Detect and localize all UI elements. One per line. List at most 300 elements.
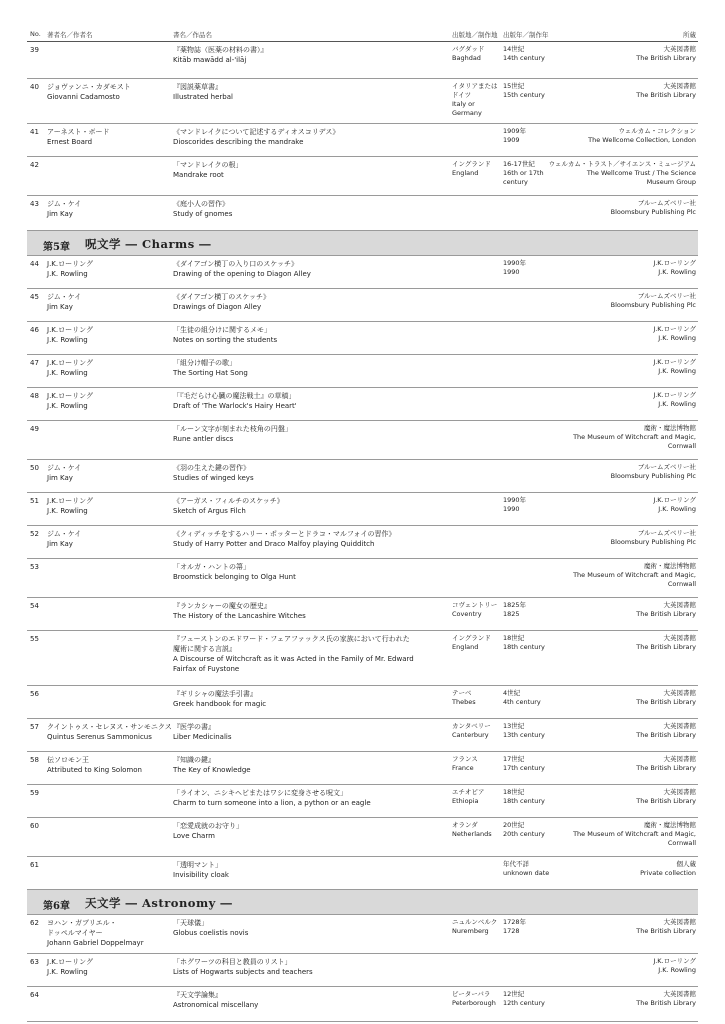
cell-author — [47, 755, 171, 775]
title-line: Fairfax of Fuystone — [173, 665, 240, 673]
place-line: Netherlands — [452, 830, 492, 838]
date-line: 12世紀 — [503, 990, 525, 998]
date-line: 20世紀 — [503, 821, 525, 829]
date-line: 1990 — [503, 505, 520, 513]
collection-line: The British Library — [636, 999, 696, 1007]
author-line: Attributed to King Solomon — [47, 766, 142, 774]
place-line: オランダ — [452, 821, 478, 829]
place-line: イングランド — [452, 634, 491, 642]
cell-title — [173, 160, 445, 180]
cell-title — [173, 990, 445, 1010]
cell-collection — [526, 860, 696, 878]
title-line: Mandrake root — [173, 171, 224, 179]
date-line: 14世紀 — [503, 45, 525, 53]
date-line: 12th century — [503, 999, 545, 1007]
item-number: 63 — [30, 958, 39, 966]
collection-line: Bloomsbury Publishing Plc — [610, 208, 696, 216]
cell-author — [47, 463, 171, 483]
item-number: 50 — [30, 464, 39, 472]
cell-collection — [526, 424, 696, 451]
cell-place — [452, 821, 504, 839]
author-line: ジム・ケイ — [47, 200, 82, 208]
title-line: Lists of Hogwarts subjects and teachers — [173, 968, 313, 976]
item-number: 46 — [30, 326, 39, 334]
table-row — [27, 631, 698, 686]
date-line: 1990年 — [503, 259, 527, 267]
table-row — [27, 79, 698, 124]
date-line: unknown date — [503, 869, 550, 877]
title-line: Study of Harry Potter and Draco Malfoy playing Quidditch — [173, 540, 375, 548]
title-line: 「ホグワーツの科目と教員のリスト」 — [173, 958, 292, 966]
cell-title — [173, 259, 445, 279]
title-line: Sketch of Argus Filch — [173, 507, 246, 515]
title-line: 『天文学論集』 — [173, 991, 222, 999]
cell-collection — [526, 722, 696, 740]
item-number: 43 — [30, 200, 39, 208]
collection-line: Museum Group — [646, 178, 696, 186]
table-row — [27, 42, 698, 79]
table-row — [27, 355, 698, 388]
item-number: 48 — [30, 392, 39, 400]
item-number: 49 — [30, 425, 39, 433]
cell-place — [452, 601, 504, 619]
title-line: The Key of Knowledge — [173, 766, 251, 774]
cell-author — [47, 292, 171, 312]
header-collection: 所蔵 — [683, 31, 696, 39]
title-line: The History of the Lancashire Witches — [173, 612, 306, 620]
collection-line: The British Library — [636, 610, 696, 618]
collection-line: 大英図書館 — [663, 755, 696, 763]
title-line: 「『毛だらけ心臓の魔法戦士』の草稿」 — [173, 392, 296, 400]
date-line: 1728年 — [503, 918, 527, 926]
place-line: Ethiopia — [452, 797, 479, 805]
author-line: Jim Kay — [47, 210, 73, 218]
collection-line: Bloomsbury Publishing Plc — [610, 301, 696, 309]
cell-collection — [526, 463, 696, 481]
cell-collection — [526, 562, 696, 589]
collection-line: ブルームズベリー社 — [637, 529, 696, 537]
cell-collection — [526, 634, 696, 652]
table-row — [27, 289, 698, 322]
catalogue-table — [27, 27, 698, 1022]
cell-title — [173, 957, 445, 977]
date-line: century — [503, 178, 528, 186]
cell-title — [173, 82, 445, 102]
title-line: 「恋愛成就のお守り」 — [173, 822, 243, 830]
collection-line: 大英図書館 — [663, 918, 696, 926]
cell-title — [173, 529, 445, 549]
collection-line: The Wellcome Trust / The Science — [586, 169, 696, 177]
table-row — [27, 388, 698, 421]
collection-line: 大英図書館 — [663, 45, 696, 53]
chapter-title: 呪文学 ― Charms ― — [85, 237, 212, 251]
title-line: Charm to turn someone into a lion, a python or an eagle — [173, 799, 371, 807]
author-line: ジム・ケイ — [47, 530, 82, 538]
author-line: Ernest Board — [47, 138, 93, 146]
cell-title — [173, 45, 445, 65]
cell-collection — [526, 199, 696, 217]
table-row — [27, 124, 698, 157]
title-line: 《マンドレイクについて記述するディオスコリデス》 — [173, 128, 340, 136]
place-line: テーベ — [452, 689, 472, 697]
title-line: Illustrated herbal — [173, 93, 233, 101]
cell-collection — [526, 990, 696, 1008]
header-place: 出版地／制作地 — [452, 31, 498, 39]
row-group-chapter5 — [27, 256, 698, 890]
item-number: 60 — [30, 822, 39, 830]
cell-place — [452, 788, 504, 806]
title-line: 『ランカシャーの魔女の歴史』 — [173, 602, 271, 610]
collection-line: 大英図書館 — [663, 788, 696, 796]
cell-collection — [526, 358, 696, 376]
item-number: 59 — [30, 789, 39, 797]
cell-title — [173, 601, 445, 621]
title-line: Invisibility cloak — [173, 871, 229, 879]
date-line: 14th century — [503, 54, 545, 62]
cell-collection — [526, 788, 696, 806]
cell-collection — [526, 529, 696, 547]
item-number: 52 — [30, 530, 39, 538]
table-row — [27, 987, 698, 1022]
collection-line: J.K. Rowling — [658, 966, 696, 974]
table-header — [27, 27, 698, 42]
cell-author — [47, 199, 171, 219]
place-line: カンタベリー — [452, 722, 491, 730]
cell-title — [173, 755, 445, 775]
place-line: バグダッド — [452, 45, 485, 53]
cell-title — [173, 860, 445, 880]
place-line: Nuremberg — [452, 927, 489, 935]
place-line: France — [452, 764, 474, 772]
cell-author — [47, 358, 171, 378]
cell-author — [47, 259, 171, 279]
table-row — [27, 752, 698, 785]
collection-line: 魔術・魔法博物館 — [644, 424, 696, 432]
collection-line: ブルームズベリー社 — [637, 292, 696, 300]
author-line: J.K. Rowling — [47, 402, 88, 410]
header-date: 出版年／制作年 — [503, 31, 549, 39]
place-line: コヴェントリー — [452, 601, 498, 609]
collection-line: Bloomsbury Publishing Plc — [610, 472, 696, 480]
cell-collection — [526, 957, 696, 975]
table-row — [27, 598, 698, 631]
title-line: Rune antler discs — [173, 435, 234, 443]
date-line: 13世紀 — [503, 722, 525, 730]
place-line: Coventry — [452, 610, 482, 618]
title-line: 魔術に関する言説』 — [173, 645, 236, 653]
title-line: Drawings of Diagon Alley — [173, 303, 262, 311]
collection-line: ウェルカム・トラスト／サイエンス・ミュージアム — [548, 160, 696, 168]
item-number: 39 — [30, 46, 39, 54]
place-line: Peterborough — [452, 999, 496, 1007]
title-line: Notes on sorting the students — [173, 336, 278, 344]
collection-line: Private collection — [640, 869, 696, 877]
author-line: J.K.ローリング — [47, 359, 93, 367]
place-line: Thebes — [452, 698, 476, 706]
title-line: 「オルガ・ハントの箒」 — [173, 563, 250, 571]
collection-line: J.K. Rowling — [658, 268, 696, 276]
item-number: 53 — [30, 563, 39, 571]
author-line: Jim Kay — [47, 540, 73, 548]
place-line: Canterbury — [452, 731, 489, 739]
item-number: 45 — [30, 293, 39, 301]
collection-line: 大英図書館 — [663, 82, 696, 90]
cell-title — [173, 127, 445, 147]
collection-line: 大英図書館 — [663, 634, 696, 642]
item-number: 61 — [30, 861, 39, 869]
table-row — [27, 857, 698, 890]
author-line: Jim Kay — [47, 303, 73, 311]
header-author: 著者名／作者名 — [47, 31, 93, 39]
collection-line: 魔術・魔法博物館 — [644, 821, 696, 829]
cell-place — [452, 45, 504, 63]
item-number: 56 — [30, 690, 39, 698]
place-line: エチオピア — [452, 788, 485, 796]
date-line: 17th century — [503, 764, 545, 772]
title-line: 『図説薬草書』 — [173, 83, 222, 91]
item-number: 54 — [30, 602, 39, 610]
chapter-heading-6 — [27, 890, 698, 915]
collection-line: J.K. Rowling — [658, 505, 696, 513]
cell-place — [452, 755, 504, 773]
title-line: 《クィディッチをするハリー・ポッターとドラコ・マルフォイの習作》 — [173, 530, 396, 538]
cell-place — [452, 722, 504, 740]
item-number: 40 — [30, 83, 39, 91]
collection-line: Cornwall — [667, 442, 696, 450]
item-number: 62 — [30, 919, 39, 927]
collection-line: ウェルカム・コレクション — [618, 127, 696, 135]
cell-place — [452, 160, 504, 178]
collection-line: J.K.ローリング — [653, 358, 696, 366]
table-row — [27, 686, 698, 719]
author-line: Giovanni Cadamosto — [47, 93, 120, 101]
collection-line: 個人蔵 — [676, 860, 696, 868]
cell-title — [173, 391, 445, 411]
place-line: England — [452, 643, 479, 651]
collection-line: 大英図書館 — [663, 689, 696, 697]
cell-collection — [526, 259, 696, 277]
collection-line: Cornwall — [667, 839, 696, 847]
cell-author — [47, 957, 171, 977]
author-line: J.K.ローリング — [47, 326, 93, 334]
cell-author — [47, 529, 171, 549]
cell-title — [173, 358, 445, 378]
collection-line: The Museum of Witchcraft and Magic, — [573, 830, 696, 838]
table-row — [27, 559, 698, 598]
chapter-title: 天文学 ― Astronomy ― — [85, 896, 233, 910]
cell-author — [47, 127, 171, 147]
collection-line: J.K.ローリング — [653, 957, 696, 965]
collection-line: ブルームズベリー社 — [637, 463, 696, 471]
author-line: Jim Kay — [47, 474, 73, 482]
date-line: 4世紀 — [503, 689, 521, 697]
collection-line: The British Library — [636, 643, 696, 651]
collection-line: The British Library — [636, 927, 696, 935]
collection-line: J.K.ローリング — [653, 259, 696, 267]
collection-line: The British Library — [636, 698, 696, 706]
cell-collection — [526, 755, 696, 773]
table-row — [27, 954, 698, 987]
collection-line: J.K.ローリング — [653, 325, 696, 333]
author-line: 伝ソロモン王 — [47, 756, 89, 764]
author-line: J.K. Rowling — [47, 369, 88, 377]
cell-title — [173, 463, 445, 483]
title-line: 『薬物誌（医薬の材料の書）』 — [173, 46, 268, 54]
place-line: イングランド — [452, 160, 491, 168]
author-line: Quintus Serenus Sammonicus — [47, 733, 152, 741]
collection-line: The British Library — [636, 54, 696, 62]
place-line: ドイツ — [452, 91, 472, 99]
date-line: 1825 — [503, 610, 520, 618]
header-title: 書名／作品名 — [173, 31, 212, 39]
title-line: Study of gnomes — [173, 210, 233, 218]
date-line: 1909 — [503, 136, 520, 144]
title-line: Kitāb mawādd al-'ilāj — [173, 56, 247, 64]
cell-title — [173, 918, 445, 938]
cell-title — [173, 424, 445, 444]
cell-collection — [526, 82, 696, 100]
row-group-chapter4 — [27, 42, 698, 231]
title-line: 「ライオン、ニシキヘビまたはワシに変身させる呪文」 — [173, 789, 348, 797]
cell-collection — [526, 821, 696, 848]
title-line: A Discourse of Witchcraft as it was Acted in the Family of Mr. Edward — [173, 655, 414, 663]
table-row — [27, 526, 698, 559]
title-line: 《庭小人の習作》 — [173, 200, 229, 208]
date-line: 20th century — [503, 830, 545, 838]
title-line: 「透明マント」 — [173, 861, 222, 869]
item-number: 47 — [30, 359, 39, 367]
collection-line: Cornwall — [667, 580, 696, 588]
cell-title — [173, 562, 445, 582]
cell-author — [47, 918, 171, 948]
table-row — [27, 785, 698, 818]
author-line: ジム・ケイ — [47, 293, 82, 301]
cell-collection — [526, 45, 696, 63]
title-line: 「天球儀」 — [173, 919, 208, 927]
cell-author — [47, 496, 171, 516]
place-line: ピーターバラ — [452, 990, 491, 998]
collection-line: 大英図書館 — [663, 990, 696, 998]
cell-title — [173, 821, 445, 841]
cell-collection — [526, 496, 696, 514]
date-line: 18th century — [503, 643, 545, 651]
place-line: フランス — [452, 755, 478, 763]
title-line: Draft of 'The Warlock's Hairy Heart' — [173, 402, 297, 410]
date-line: 18th century — [503, 797, 545, 805]
item-number: 51 — [30, 497, 39, 505]
cell-place — [452, 634, 504, 652]
table-row — [27, 915, 698, 954]
cell-title — [173, 325, 445, 345]
title-line: The Sorting Hat Song — [173, 369, 248, 377]
collection-line: The British Library — [636, 797, 696, 805]
date-line: 15th century — [503, 91, 545, 99]
date-line: 18世紀 — [503, 788, 525, 796]
chapter-heading-5 — [27, 231, 698, 256]
date-line: 4th century — [503, 698, 541, 706]
title-line: 『ギリシャの魔法手引書』 — [173, 690, 257, 698]
author-line: J.K. Rowling — [47, 336, 88, 344]
collection-line: J.K. Rowling — [658, 367, 696, 375]
title-line: 『フュースト​ンのエドワード・フェアファックス氏の家族において行われた — [173, 635, 410, 643]
chapter-number: 第5章 — [43, 242, 70, 253]
item-number: 58 — [30, 756, 39, 764]
place-line: ニュルンベルク — [452, 918, 498, 926]
table-row — [27, 196, 698, 231]
item-number: 57 — [30, 723, 39, 731]
item-number: 42 — [30, 161, 39, 169]
author-line: J.K. Rowling — [47, 968, 88, 976]
date-line: 16-17世紀 — [503, 160, 535, 168]
cell-collection — [526, 127, 696, 145]
title-line: Love Charm — [173, 832, 215, 840]
cell-title — [173, 634, 445, 674]
cell-author — [47, 82, 171, 102]
cell-author — [47, 722, 171, 742]
cell-title — [173, 199, 445, 219]
collection-line: The Wellcome Collection, London — [588, 136, 696, 144]
table-row — [27, 460, 698, 493]
title-line: Greek handbook for magic — [173, 700, 267, 708]
cell-place — [452, 689, 504, 707]
cell-collection — [526, 601, 696, 619]
cell-title — [173, 292, 445, 312]
title-line: 『医学の書』 — [173, 723, 215, 731]
date-line: 1990 — [503, 268, 520, 276]
place-line: England — [452, 169, 479, 177]
cell-author — [47, 325, 171, 345]
date-line: 15世紀 — [503, 82, 525, 90]
collection-line: The Museum of Witchcraft and Magic, — [573, 571, 696, 579]
date-line: 1909年 — [503, 127, 527, 135]
title-line: 『知識の鍵』 — [173, 756, 215, 764]
title-line: Astronomical miscellany — [173, 1001, 259, 1009]
author-line: J.K.ローリング — [47, 958, 93, 966]
cell-collection — [526, 391, 696, 409]
date-line: 17世紀 — [503, 755, 525, 763]
cell-collection — [526, 325, 696, 343]
title-line: 「組分け帽子の歌」 — [173, 359, 236, 367]
place-line: Italy or — [452, 100, 475, 108]
place-line: イタリアまたは — [452, 82, 498, 90]
cell-title — [173, 496, 445, 516]
date-line: 1825年 — [503, 601, 527, 609]
item-number: 41 — [30, 128, 39, 136]
author-line: J.K. Rowling — [47, 507, 88, 515]
author-line: ドッペルマイヤー — [47, 929, 103, 937]
title-line: Broomstick belonging to Olga Hunt — [173, 573, 296, 581]
collection-line: J.K. Rowling — [658, 334, 696, 342]
date-line: 16th or 17th — [503, 169, 544, 177]
cell-collection — [526, 918, 696, 936]
title-line: 「マンドレイクの根」 — [173, 161, 243, 169]
collection-line: The British Library — [636, 731, 696, 739]
cell-author — [47, 391, 171, 411]
author-line: J.K.ローリング — [47, 497, 93, 505]
table-row — [27, 818, 698, 857]
collection-line: J.K.ローリング — [653, 496, 696, 504]
collection-line: Bloomsbury Publishing Plc — [610, 538, 696, 546]
author-line: Johann Gabriel Doppelmayr — [47, 939, 144, 947]
cell-title — [173, 689, 445, 709]
author-line: J.K.ローリング — [47, 260, 93, 268]
title-line: 《ダイアゴン横丁のスケッチ》 — [173, 293, 270, 301]
title-line: Drawing of the opening to Diagon Alley — [173, 270, 311, 278]
collection-line: J.K.ローリング — [653, 391, 696, 399]
table-row — [27, 256, 698, 289]
author-line: アーネスト・ボード — [47, 128, 110, 136]
item-number: 64 — [30, 991, 39, 999]
